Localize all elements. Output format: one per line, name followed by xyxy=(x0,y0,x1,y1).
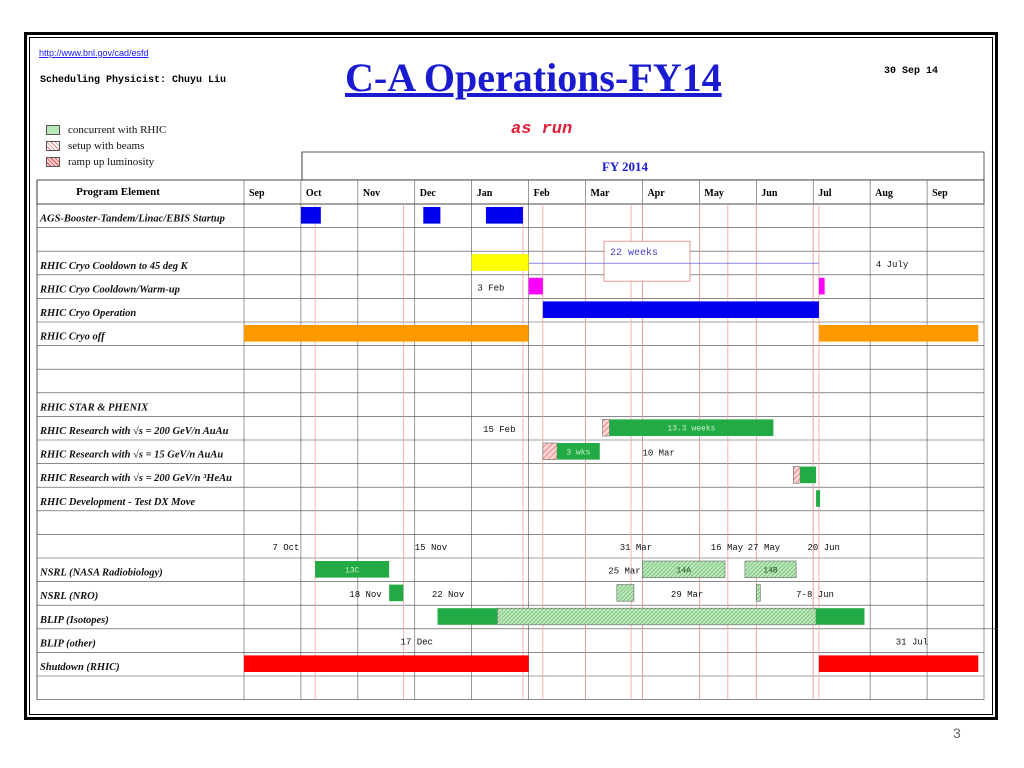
scheduler-label: Scheduling Physicist: Chuyu Liu xyxy=(40,75,227,86)
bar-label: 14B xyxy=(763,566,778,576)
row-label: RHIC Cryo Cooldown/Warm-up xyxy=(40,284,180,296)
bar-label: 13.3 weeks xyxy=(667,424,716,434)
gantt-bar xyxy=(756,585,760,602)
row-label: Shutdown (RHIC) xyxy=(40,662,120,673)
gantt-bar xyxy=(793,467,800,484)
gantt-bar xyxy=(819,278,825,295)
month-label: Mar xyxy=(590,188,610,199)
gantt-bar xyxy=(301,207,321,224)
month-label: Apr xyxy=(647,188,665,199)
gantt-bar xyxy=(244,325,529,342)
row-label: RHIC Cryo Operation xyxy=(40,308,137,319)
bar-label: 14A xyxy=(676,566,691,576)
month-label: Oct xyxy=(305,188,322,199)
annotation-text: 3 Feb xyxy=(477,283,505,294)
annotation-text: 17 Dec xyxy=(400,637,433,648)
month-label: Jun xyxy=(761,188,778,199)
annotation-text: 7-8 Jun xyxy=(796,590,834,601)
as-run-subtitle: as run xyxy=(511,120,573,139)
month-label: Sep xyxy=(249,188,265,199)
row-label: NSRL (NRO) xyxy=(40,591,99,603)
month-label: Sep xyxy=(932,188,948,199)
month-label: Dec xyxy=(419,188,436,199)
annotation-text: 25 Mar xyxy=(608,566,641,577)
row-label: RHIC Research with √s = 15 GeV/n AuAu xyxy=(40,449,224,461)
row-label: BLIP (Isotopes) xyxy=(40,614,109,626)
row-label: NSRL (NASA Radiobiology) xyxy=(40,567,163,579)
row-label: RHIC Development - Test DX Move xyxy=(40,496,196,508)
header-row xyxy=(37,180,984,204)
annotation-text: 15 Nov xyxy=(414,543,448,553)
annotation-text: 29 Mar xyxy=(670,590,704,601)
gantt-bar xyxy=(389,585,403,602)
program-element-header: Program Element xyxy=(76,186,160,198)
row-label: RHIC STAR & PHENIX xyxy=(40,402,149,414)
legend-label-concurrent: concurrent with RHIC xyxy=(68,124,167,136)
gantt-bar xyxy=(800,467,816,484)
row-label: RHIC Cryo off xyxy=(40,331,105,343)
annotation-text: 15 Feb xyxy=(483,425,516,435)
annotation-text: 10 Mar xyxy=(642,448,675,459)
gantt-bar xyxy=(472,254,529,271)
gantt-bar xyxy=(486,207,523,224)
fy-label: FY 2014 xyxy=(601,159,649,174)
annotation-text: 22 weeks xyxy=(610,248,659,260)
gantt-bar xyxy=(603,419,610,436)
month-label: May xyxy=(704,188,724,199)
gantt-bar xyxy=(543,443,557,460)
gantt-bar xyxy=(617,585,634,602)
gantt-bar xyxy=(816,608,864,625)
weeks-callout-box xyxy=(604,241,690,281)
row-label: BLIP (other) xyxy=(40,638,96,650)
annotation-text: 7 Oct xyxy=(272,543,300,553)
gantt-bar xyxy=(529,278,543,295)
page-title: C-A Operations-FY14 xyxy=(345,55,722,100)
legend-label-setup: setup with beams xyxy=(68,140,145,152)
annotation-text: 20 Jun xyxy=(807,543,840,553)
annotation-text: 31 Jul xyxy=(895,637,929,648)
bar-label: 13C xyxy=(344,566,360,576)
month-label: Nov xyxy=(362,188,381,199)
month-label: Jan xyxy=(476,188,493,199)
gantt-bar xyxy=(438,608,498,625)
gantt-bar xyxy=(244,655,529,672)
row-label: AGS-Booster-Tandem/Linac/EBIS Startup xyxy=(40,213,225,225)
legend-label-rampup: ramp up luminosity xyxy=(68,156,155,168)
annotation-text: 16 May xyxy=(710,543,744,553)
gantt-bar xyxy=(423,207,440,224)
gantt-bar xyxy=(816,490,820,507)
bnl-link[interactable]: http://www.bnl.gov/cad/esfd xyxy=(39,48,149,58)
annotation-text: 31 Mar xyxy=(619,543,653,553)
annotation-text: 22 Nov xyxy=(431,590,465,601)
month-label: Jul xyxy=(818,188,832,199)
month-label: Feb xyxy=(533,188,550,199)
bar-label: 3 wks xyxy=(566,448,591,458)
annotation-text: 18 Nov xyxy=(349,590,382,601)
month-label: Aug xyxy=(875,188,893,199)
gantt-bar xyxy=(543,301,819,318)
page-number: 3 xyxy=(953,725,961,741)
report-date: 30 Sep 14 xyxy=(884,66,939,77)
row-label: RHIC Research with √s = 200 GeV/n AuAu xyxy=(40,426,229,437)
gantt-bar xyxy=(819,655,978,672)
annotation-text: 27 May xyxy=(747,543,781,553)
gantt-bar xyxy=(819,325,978,342)
annotation-text: 4 July xyxy=(875,259,909,270)
row-label: RHIC Cryo Cooldown to 45 deg K xyxy=(40,260,188,272)
gantt-bar xyxy=(497,608,816,625)
row-label: RHIC Research with √s = 200 GeV/n ³HeAu xyxy=(40,473,232,485)
